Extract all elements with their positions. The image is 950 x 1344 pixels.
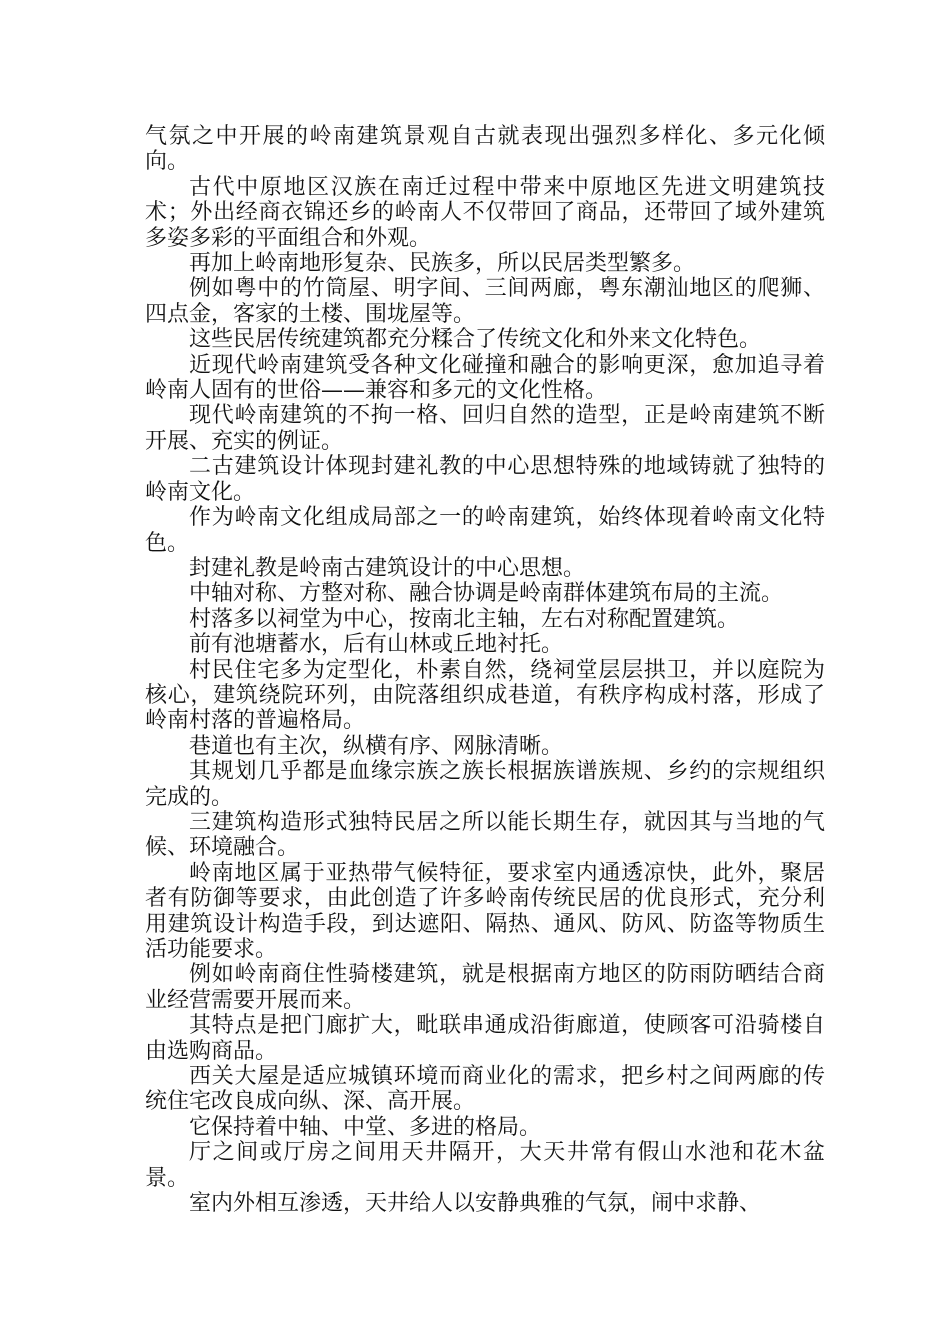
paragraph: 近现代岭南建筑受各种文化碰撞和融合的影响更深，愈加追寻着岭南人固有的世俗——兼容和多元的文化性格。 [145, 352, 825, 404]
paragraph: 其规划几乎都是血缘宗族之族长根据族谱族规、乡约的宗规组织完成的。 [145, 759, 825, 810]
document-body [145, 124, 825, 1216]
paragraph: 西关大屋是适应城镇环境而商业化的需求，把乡村之间两廊的传统住宅改良成向纵、深、高开展。 [145, 1064, 825, 1115]
paragraph: 中轴对称、方整对称、融合协调是岭南群体建筑布局的主流。 [189, 581, 784, 607]
paragraph: 再加上岭南地形复杂、民族多，所以民居类型繁多。 [189, 251, 696, 277]
paragraph: 村民住宅多为定型化，朴素自然，绕祠堂层层拱卫，并以庭院为核心，建筑绕院环列，由院落组织成巷道，有秩序构成村落，形成了岭南村落的普遍格局。 [145, 657, 825, 734]
paragraph: 封建礼教是岭南古建筑设计的中心思想。 [189, 555, 586, 581]
paragraph: 其特点是把门廊扩大，毗联串通成沿街廊道，使顾客可沿骑楼自由选购商品。 [145, 1013, 825, 1064]
paragraph: 巷道也有主次，纵横有序、网脉清晰。 [189, 733, 564, 759]
paragraph: 村落多以祠堂为中心，按南北主轴，左右对称配置建筑。 [189, 606, 740, 632]
paragraph: 作为岭南文化组成局部之一的岭南建筑，始终体现着岭南文化特色。 [145, 505, 825, 556]
paragraph: 厅之间或厅房之间用天井隔开，大天井常有假山水池和花木盆景。 [145, 1140, 825, 1191]
paragraph: 二古建筑设计体现封建礼教的中心思想特殊的地域铸就了独特的岭南文化。 [145, 454, 825, 505]
paragraph: 它保持着中轴、中堂、多进的格局。 [189, 1114, 542, 1140]
paragraph: 例如岭南商住性骑楼建筑，就是根据南方地区的防雨防晒结合商业经营需要开展而来。 [145, 962, 825, 1013]
paragraph: 例如粤中的竹筒屋、明字间、三间两廊，粤东潮汕地区的爬狮、四点金，客家的土楼、围垅屋等。 [145, 276, 825, 327]
paragraph: 前有池塘蓄水，后有山林或丘地衬托。 [189, 632, 564, 658]
paragraph: 三建筑构造形式独特民居之所以能长期生存，就因其与当地的气候、环境融合。 [145, 809, 825, 861]
paragraph: 现代岭南建筑的不拘一格、回归自然的造型，正是岭南建筑不断开展、充实的例证。 [145, 403, 825, 454]
paragraph: 岭南地区属于亚热带气候特征，要求室内通透凉快，此外，聚居者有防御等要求，由此创造了许多岭南传统民居的优良形式，充分利用建筑设计构造手段，到达遮阳、隔热、通风、防风、防盗等物质生活功能要求。 [145, 860, 825, 962]
paragraph: 这些民居传统建筑都充分糅合了传统文化和外来文化特色。 [189, 327, 762, 353]
paragraph: 气氛之中开展的岭南建筑景观自古就表现出强烈多样化、多元化倾向。 [145, 124, 825, 175]
paragraph: 室内外相互渗透，天井给人以安静典雅的气氛，闹中求静、 [189, 1191, 762, 1217]
paragraph: 古代中原地区汉族在南迁过程中带来中原地区先进文明建筑技术；外出经商衣锦还乡的岭南人不仅带回了商品，还带回了域外建筑多姿多彩的平面组合和外观。 [145, 174, 825, 251]
